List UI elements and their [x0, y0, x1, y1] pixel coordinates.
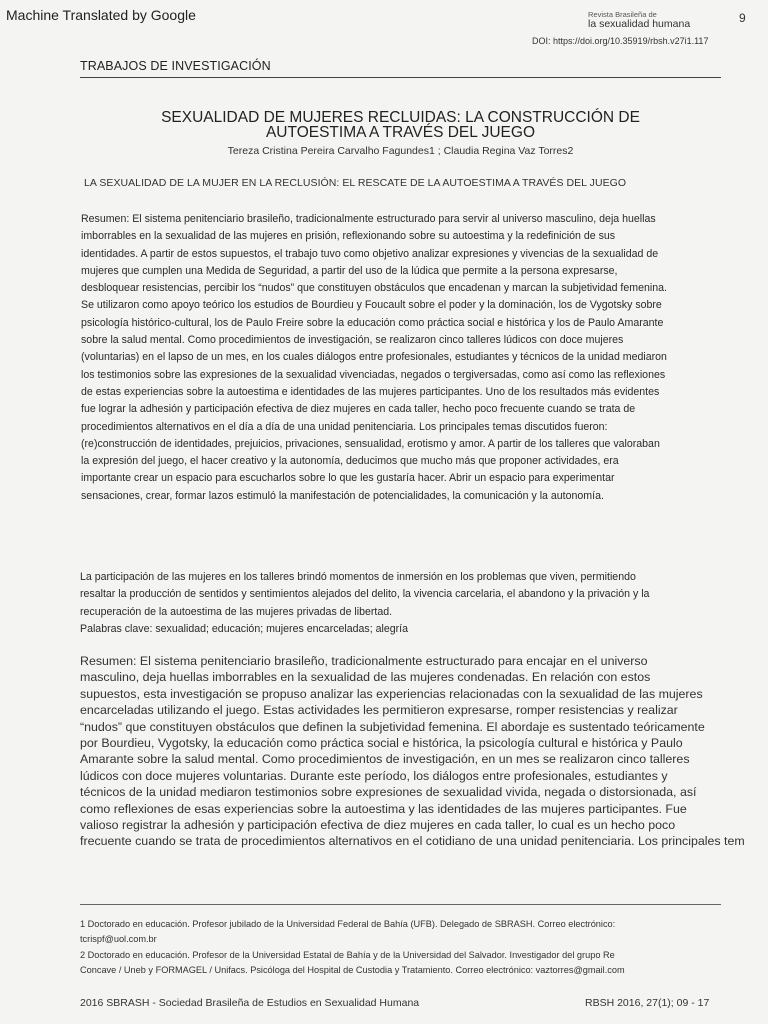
abstract-line: de estas experiencias sobre la autoestima e identidades de las mujeres participantes. Uno de los resultados más evidentes — [81, 385, 660, 398]
footnote-line: 2 Doctorado en educación. Profesor de la Universidad Estatal de Bahía y de la Universidad del Salvador. Investigador del grupo Re — [80, 949, 615, 960]
abstract-line: recuperación de la autoestima de las mujeres privadas de libertad. — [80, 605, 393, 618]
abstract-line: (re)construcción de identidades, prejuicios, privaciones, sensualidad, erotismo y amor. A partir de los talleres que valoraban — [81, 437, 660, 450]
abstract-line: como reflexiones de esas experiencias sobre la autoestima y las identidades de las mujeres participantes. Fue — [80, 801, 687, 816]
abstract-line: imborrables en la sexualidad de las mujeres en prisión, reflexionando sobre su autoestima y la redefinición de sus — [81, 230, 616, 243]
abstract-line: masculino, deja huellas imborrables en la sexualidad de las mujeres condenadas. En relación con estos — [80, 670, 651, 685]
abstract-line: Se utilizaron como apoyo teórico los estudios de Bourdieu y Foucault sobre el poder y la dominación, los de Vygotsky sobre — [81, 299, 662, 312]
footnote-line: Concave / Uneb y FORMAGEL / Unifacs. Psicóloga del Hospital de Custodia y Tratamiento. Correo electrónico: vaztorres@gmail.com — [80, 965, 625, 976]
abstract-line: (voluntarias) en el lapso de un mes, en los cuales diálogos entre profesionales, estudiantes y técnicos de la unidad mediaron — [81, 351, 667, 364]
section-rule — [80, 77, 721, 78]
footer-society: 2016 SBRASH - Sociedad Brasileña de Estudios en Sexualidad Humana — [80, 997, 420, 1009]
abstract-line: procedimientos alternativos en el día a día de una unidad penitenciaria. Los principales temas discutidos fueron: — [81, 420, 608, 433]
abstract-line: Resumen: El sistema penitenciario brasileño, tradicionalmente estructurado para servir al universo masculino, deja huellas — [81, 213, 656, 225]
journal-name — [588, 11, 690, 29]
abstract-paragraph-3 — [80, 653, 768, 850]
abstract-line: identidades. A partir de estos supuestos, el trabajo tuvo como objetivo analizar expresiones y vivencias de la sexualidad de — [81, 247, 659, 260]
abstract-line: importante crear un espacio para escucharlos sobre lo que les gustaría hacer. Abrir un espacio para experimentar — [81, 472, 615, 485]
abstract-line: frecuente cuando se trata de procedimientos alternativos en el cotidiano de una unidad penitenciaria. Los principales tem — [80, 834, 745, 849]
abstract-line: técnicos de la unidad mediaron testimonios sobre expresiones de sexualidad vivida, negada o distorsionada, así — [80, 785, 697, 800]
abstract-line: resaltar la producción de sentidos y sentimientos alejados del delito, la vivencia carcelaria, el abandono y la privación y la — [80, 588, 650, 601]
journal-name-line2: la sexualidad humana — [588, 17, 691, 30]
authors: Tereza Cristina Pereira Carvalho Fagundes1 ; Claudia Regina Vaz Torres2 — [227, 145, 574, 157]
abstract-line: encarceladas utilizando el juego. Estas actividades les permitieron expresarse, romper resistencias y realizar — [80, 703, 678, 718]
abstract-line: mujeres que cumplen una Medida de Seguridad, a partir del uso de la lúdica que permite a la persona expresarse, — [81, 264, 618, 277]
footer-citation: RBSH 2016, 27(1); 09 - 17 — [585, 997, 710, 1009]
machine-translation-banner: Machine Translated by Google — [6, 7, 196, 23]
abstract-line: fue lograr la adhesión y participación efectiva de diez mujeres en cada taller, hecho poco frecuente cuando se trata de — [81, 403, 636, 416]
footnote-rule — [80, 904, 721, 905]
abstract-line: sensaciones, crear, formar lazos estimuló la manifestación de potencialidades, la comunicación y la autonomía. — [81, 489, 604, 502]
footnote-line: 1 Doctorado en educación. Profesor jubilado de la Universidad Federal de Bahía (UFB). Delegado de SBRASH. Correo electrónico: — [80, 919, 616, 929]
abstract-line: Amarante sobre la salud mental. Como procedimientos de investigación, en un mes se realizaron cinco talleres — [80, 752, 690, 767]
footnotes — [80, 917, 740, 979]
abstract-line: “nudos” que constituyen obstáculos que definen la subjetividad femenina. El abordaje es sustentado teóricamente — [80, 719, 705, 734]
abstract-line: sobre la salud mental. Como procedimientos de investigación, se realizaron cinco talleres lúdicos con doce mujeres — [81, 334, 624, 347]
abstract-paragraph-1 — [81, 211, 731, 505]
title-line: AUTOESTIMA A TRAVÉS DEL JUEGO — [265, 124, 536, 141]
abstract-line: lúdicos con doce mujeres voluntarias. Durante este período, los diálogos entre profesionales, estudiantes y — [80, 768, 668, 783]
doi-link[interactable]: DOI: https://doi.org/10.35919/rbsh.v27i1.117 — [532, 36, 709, 46]
section-heading: TRABAJOS DE INVESTIGACIÓN — [80, 59, 271, 73]
abstract-line: psicología histórico-cultural, los de Paulo Freire sobre la educación como práctica social e histórica y los de Paulo Amarante — [81, 316, 664, 329]
abstract-line: Resumen: El sistema penitenciario brasileño, tradicionalmente estructurado para encajar en el universo — [80, 654, 648, 668]
abstract-line: supuestos, esta investigación se propuso analizar las experiencias relacionadas con la sexualidad de las mujeres — [80, 686, 703, 701]
abstract-line: por Bourdieu, Vygotsky, la educación como práctica social e histórica, la psicología cultural e histórica y Paulo — [80, 736, 683, 751]
page-number: 9 — [739, 11, 746, 25]
journal-name-line1: Revista Brasileña de — [588, 10, 657, 19]
title-line: SEXUALIDAD DE MUJERES RECLUIDAS: LA CONSTRUCCIÓN DE — [161, 109, 640, 126]
abstract-line: valioso registrar la adhesión y participación efectiva de diez mujeres en cada taller, lo cual es un hecho poco — [80, 818, 676, 833]
article-title — [80, 110, 721, 140]
abstract-line: los testimonios sobre las expresiones de la sexualidad vivenciadas, negados o tergiversadas, como así como las reflexiones — [81, 368, 666, 381]
abstract-line: La participación de las mujeres en los talleres brindó momentos de inmersión en los problemas que viven, permitiendo — [80, 571, 636, 583]
abstract-line: la expresión del juego, el hacer creativo y la autonomía, deducimos que mucho más que proponer actividades, era — [81, 455, 619, 468]
abstract-paragraph-2 — [80, 569, 730, 638]
article-subtitle: LA SEXUALIDAD DE LA MUJER EN LA RECLUSIÓN: EL RESCATE DE LA AUTOESTIMA A TRAVÉS DEL JUEGO — [84, 177, 627, 189]
abstract-line: desbloquear resistencias, percibir los “nudos” que constituyen obstáculos que encadenan y marcan la subjetividad femenina. — [81, 282, 667, 295]
footnote-line: tcrispf@uol.com.br — [80, 934, 157, 945]
abstract-line: Palabras clave: sexualidad; educación; mujeres encarceladas; alegría — [80, 622, 409, 635]
